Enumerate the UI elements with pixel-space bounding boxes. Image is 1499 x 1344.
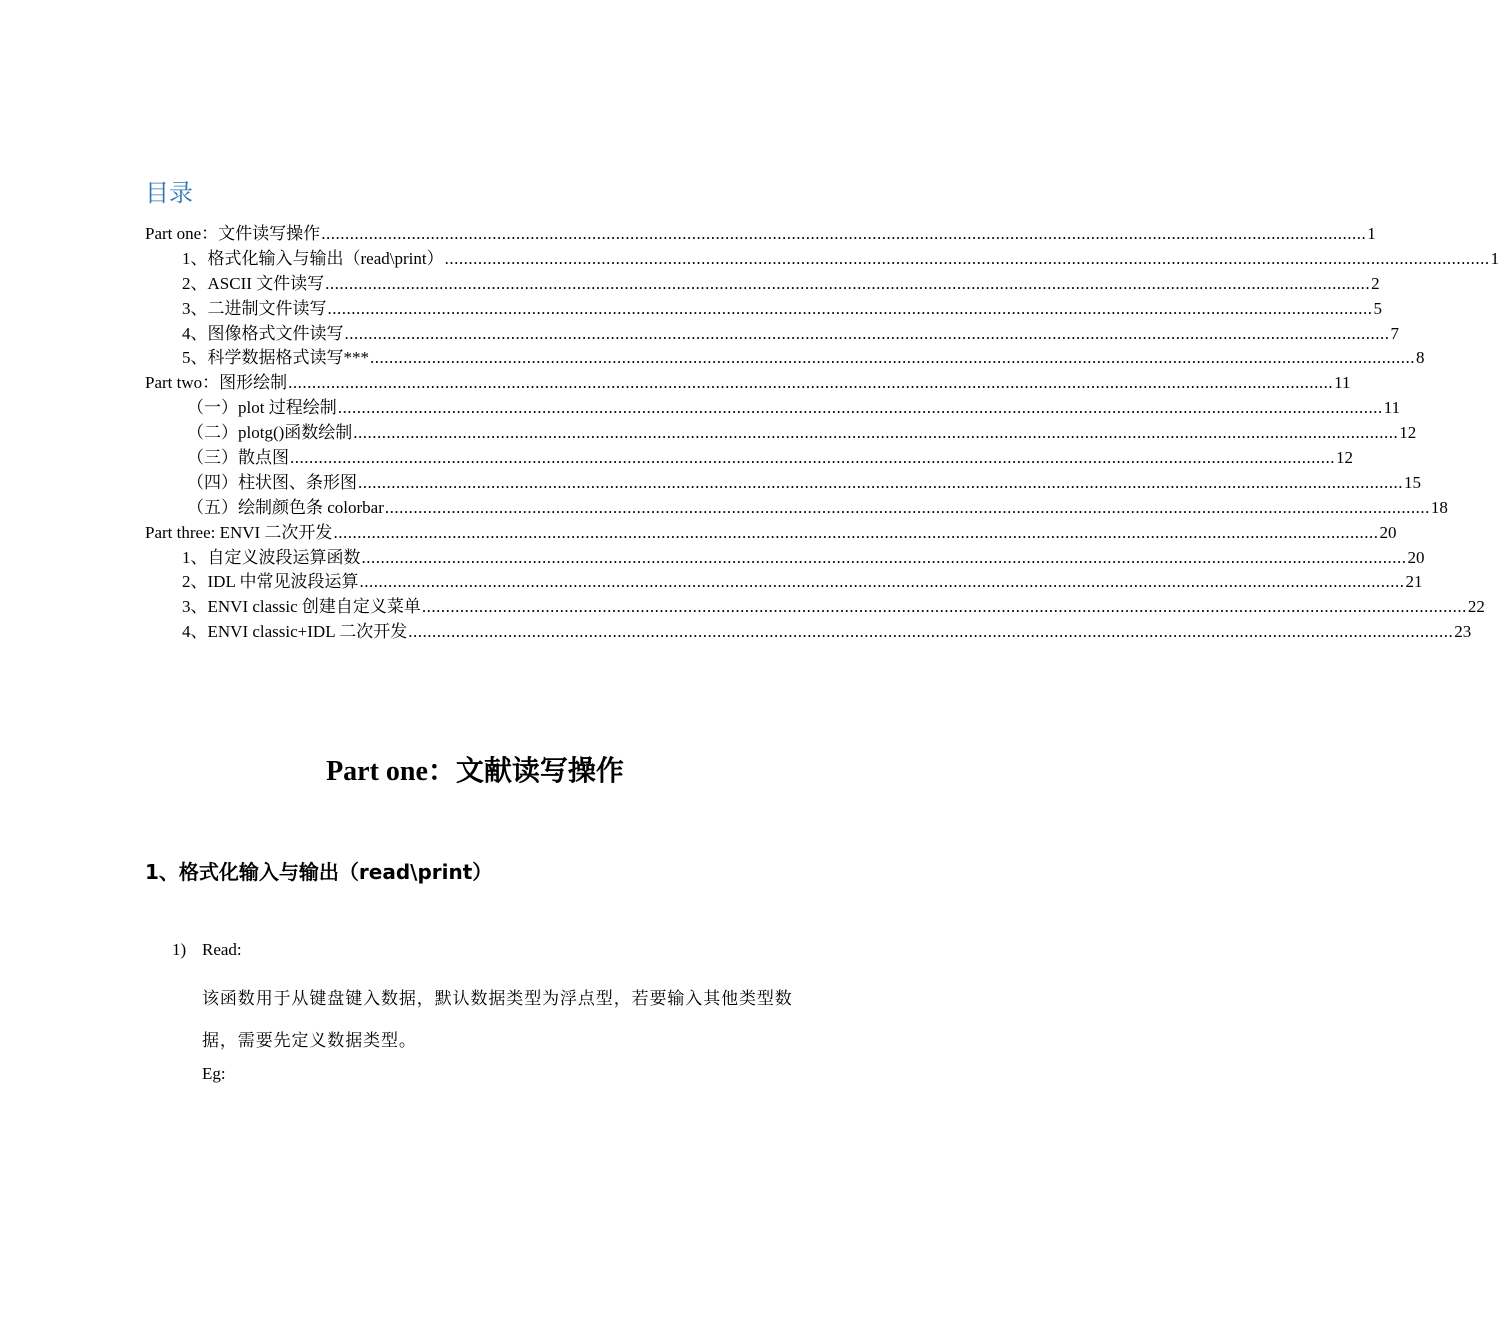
example-label: Eg: [202,1064,226,1083]
toc-entry[interactable] [145,496,1448,521]
toc-entry[interactable] [145,546,1425,571]
list-number: 1) [172,940,187,959]
toc-entry-title: 4、ENVI classic+IDL 二次开发 [182,622,408,642]
body-paragraph: 该函数用于从键盘键入数据，默认数据类型为浮点型，若要输入其他类型数据，需要先定义数据类型。 [202,989,793,1050]
toc-leader-dots: ............................................................................................................................................................................................................................ [321,224,1367,243]
toc-leader-dots: ............................................................................................................................................................................................................................ [288,373,1334,393]
toc-heading: 目录 [145,179,193,207]
toc-leader-dots: ............................................................................................................................................................................................................................ [370,348,1415,368]
toc-leader-dots: ............................................................................................................................................................................................................................ [327,298,1373,318]
toc-entry-page: 12 [1399,423,1417,443]
toc-entry-title: （二）plotg()函数绘制 [187,423,353,443]
toc-entry-title: Part one：文件读写操作 [145,224,321,243]
toc-leader-dots: ............................................................................................................................................................................................................................ [444,248,1490,268]
toc-entry-title: 1、格式化输入与输出（read\print） [182,248,444,268]
toc-entry-page: 20 [1407,547,1425,567]
toc-leader-dots: ............................................................................................................................................................................................................................ [421,597,1467,617]
toc-entry-title: Part three: ENVI 二次开发 [145,522,333,542]
toc-entry[interactable] [145,421,1417,446]
toc-entry[interactable] [145,346,1425,371]
toc-entry[interactable] [145,371,1351,396]
toc-entry-page: 8 [1416,348,1425,368]
toc-entry-title: 3、二进制文件读写 [182,298,327,318]
toc-entry-page: 5 [1373,298,1382,318]
toc-entry-title: 4、图像格式文件读写 [182,323,344,343]
table-of-contents [145,222,1499,645]
list-item-label: Read: [202,940,242,959]
toc-entry[interactable] [145,322,1399,347]
toc-entry[interactable] [145,396,1401,421]
toc-entry[interactable] [145,570,1423,595]
toc-leader-dots: ............................................................................................................................................................................................................................ [361,547,1407,567]
toc-entry-title: 1、自定义波段运算函数 [182,547,361,567]
toc-entry[interactable] [145,471,1421,496]
toc-entry-title: 2、ASCII 文件读写 [182,273,325,293]
toc-entry[interactable] [145,446,1353,471]
toc-leader-dots: ............................................................................................................................................................................................................................ [325,273,1371,293]
toc-leader-dots: ............................................................................................................................................................................................................................ [337,398,1383,418]
toc-entry-page: 7 [1390,323,1399,343]
toc-entry-title: （一）plot 过程绘制 [187,398,337,418]
toc-entry-page: 15 [1404,472,1421,492]
toc-leader-dots: ............................................................................................................................................................................................................................ [358,472,1403,492]
toc-entry-page: 11 [1383,398,1401,418]
toc-entry-title: （三）散点图 [187,448,289,468]
toc-leader-dots: ............................................................................................................................................................................................................................ [344,323,1390,343]
toc-entry[interactable] [145,247,1499,272]
toc-entry-title: 5、科学数据格式读写*** [182,348,369,368]
toc-entry-page: 23 [1454,622,1472,642]
toc-entry[interactable] [145,620,1472,645]
toc-entry-page: 11 [1334,373,1351,393]
toc-entry-page: 2 [1371,273,1380,293]
toc-leader-dots: ............................................................................................................................................................................................................................ [384,497,1430,517]
toc-entry[interactable] [145,222,1376,247]
toc-entry[interactable] [145,521,1397,546]
toc-entry[interactable] [145,272,1380,297]
toc-entry-title: 3、ENVI classic 创建自定义菜单 [182,597,421,617]
toc-entry[interactable] [145,595,1485,620]
part-title: Part one：文献读写操作 [326,756,624,787]
toc-leader-dots: ............................................................................................................................................................................................................................ [333,522,1379,542]
toc-entry-title: （五）绘制颜色条 colorbar [187,497,384,517]
toc-entry-page: 1 [1367,224,1376,243]
toc-entry-title: （四）柱状图、条形图 [187,472,357,492]
toc-entry-title: Part two：图形绘制 [145,373,288,393]
toc-entry-page: 18 [1430,497,1448,517]
toc-entry-page: 12 [1336,448,1353,468]
toc-entry-page: 22 [1467,597,1485,617]
toc-leader-dots: ............................................................................................................................................................................................................................ [353,423,1399,443]
toc-leader-dots: ............................................................................................................................................................................................................................ [290,448,1335,468]
section-heading: 1、格式化输入与输出（read\print） [145,860,493,884]
toc-leader-dots: ............................................................................................................................................................................................................................ [359,572,1405,592]
toc-entry-page: 20 [1379,522,1397,542]
toc-entry-title: 2、IDL 中常见波段运算 [182,572,359,592]
toc-leader-dots: ............................................................................................................................................................................................................................ [408,622,1454,642]
toc-entry-page: 21 [1405,572,1423,592]
toc-entry-page: 1 [1490,248,1499,268]
toc-entry[interactable] [145,297,1382,322]
